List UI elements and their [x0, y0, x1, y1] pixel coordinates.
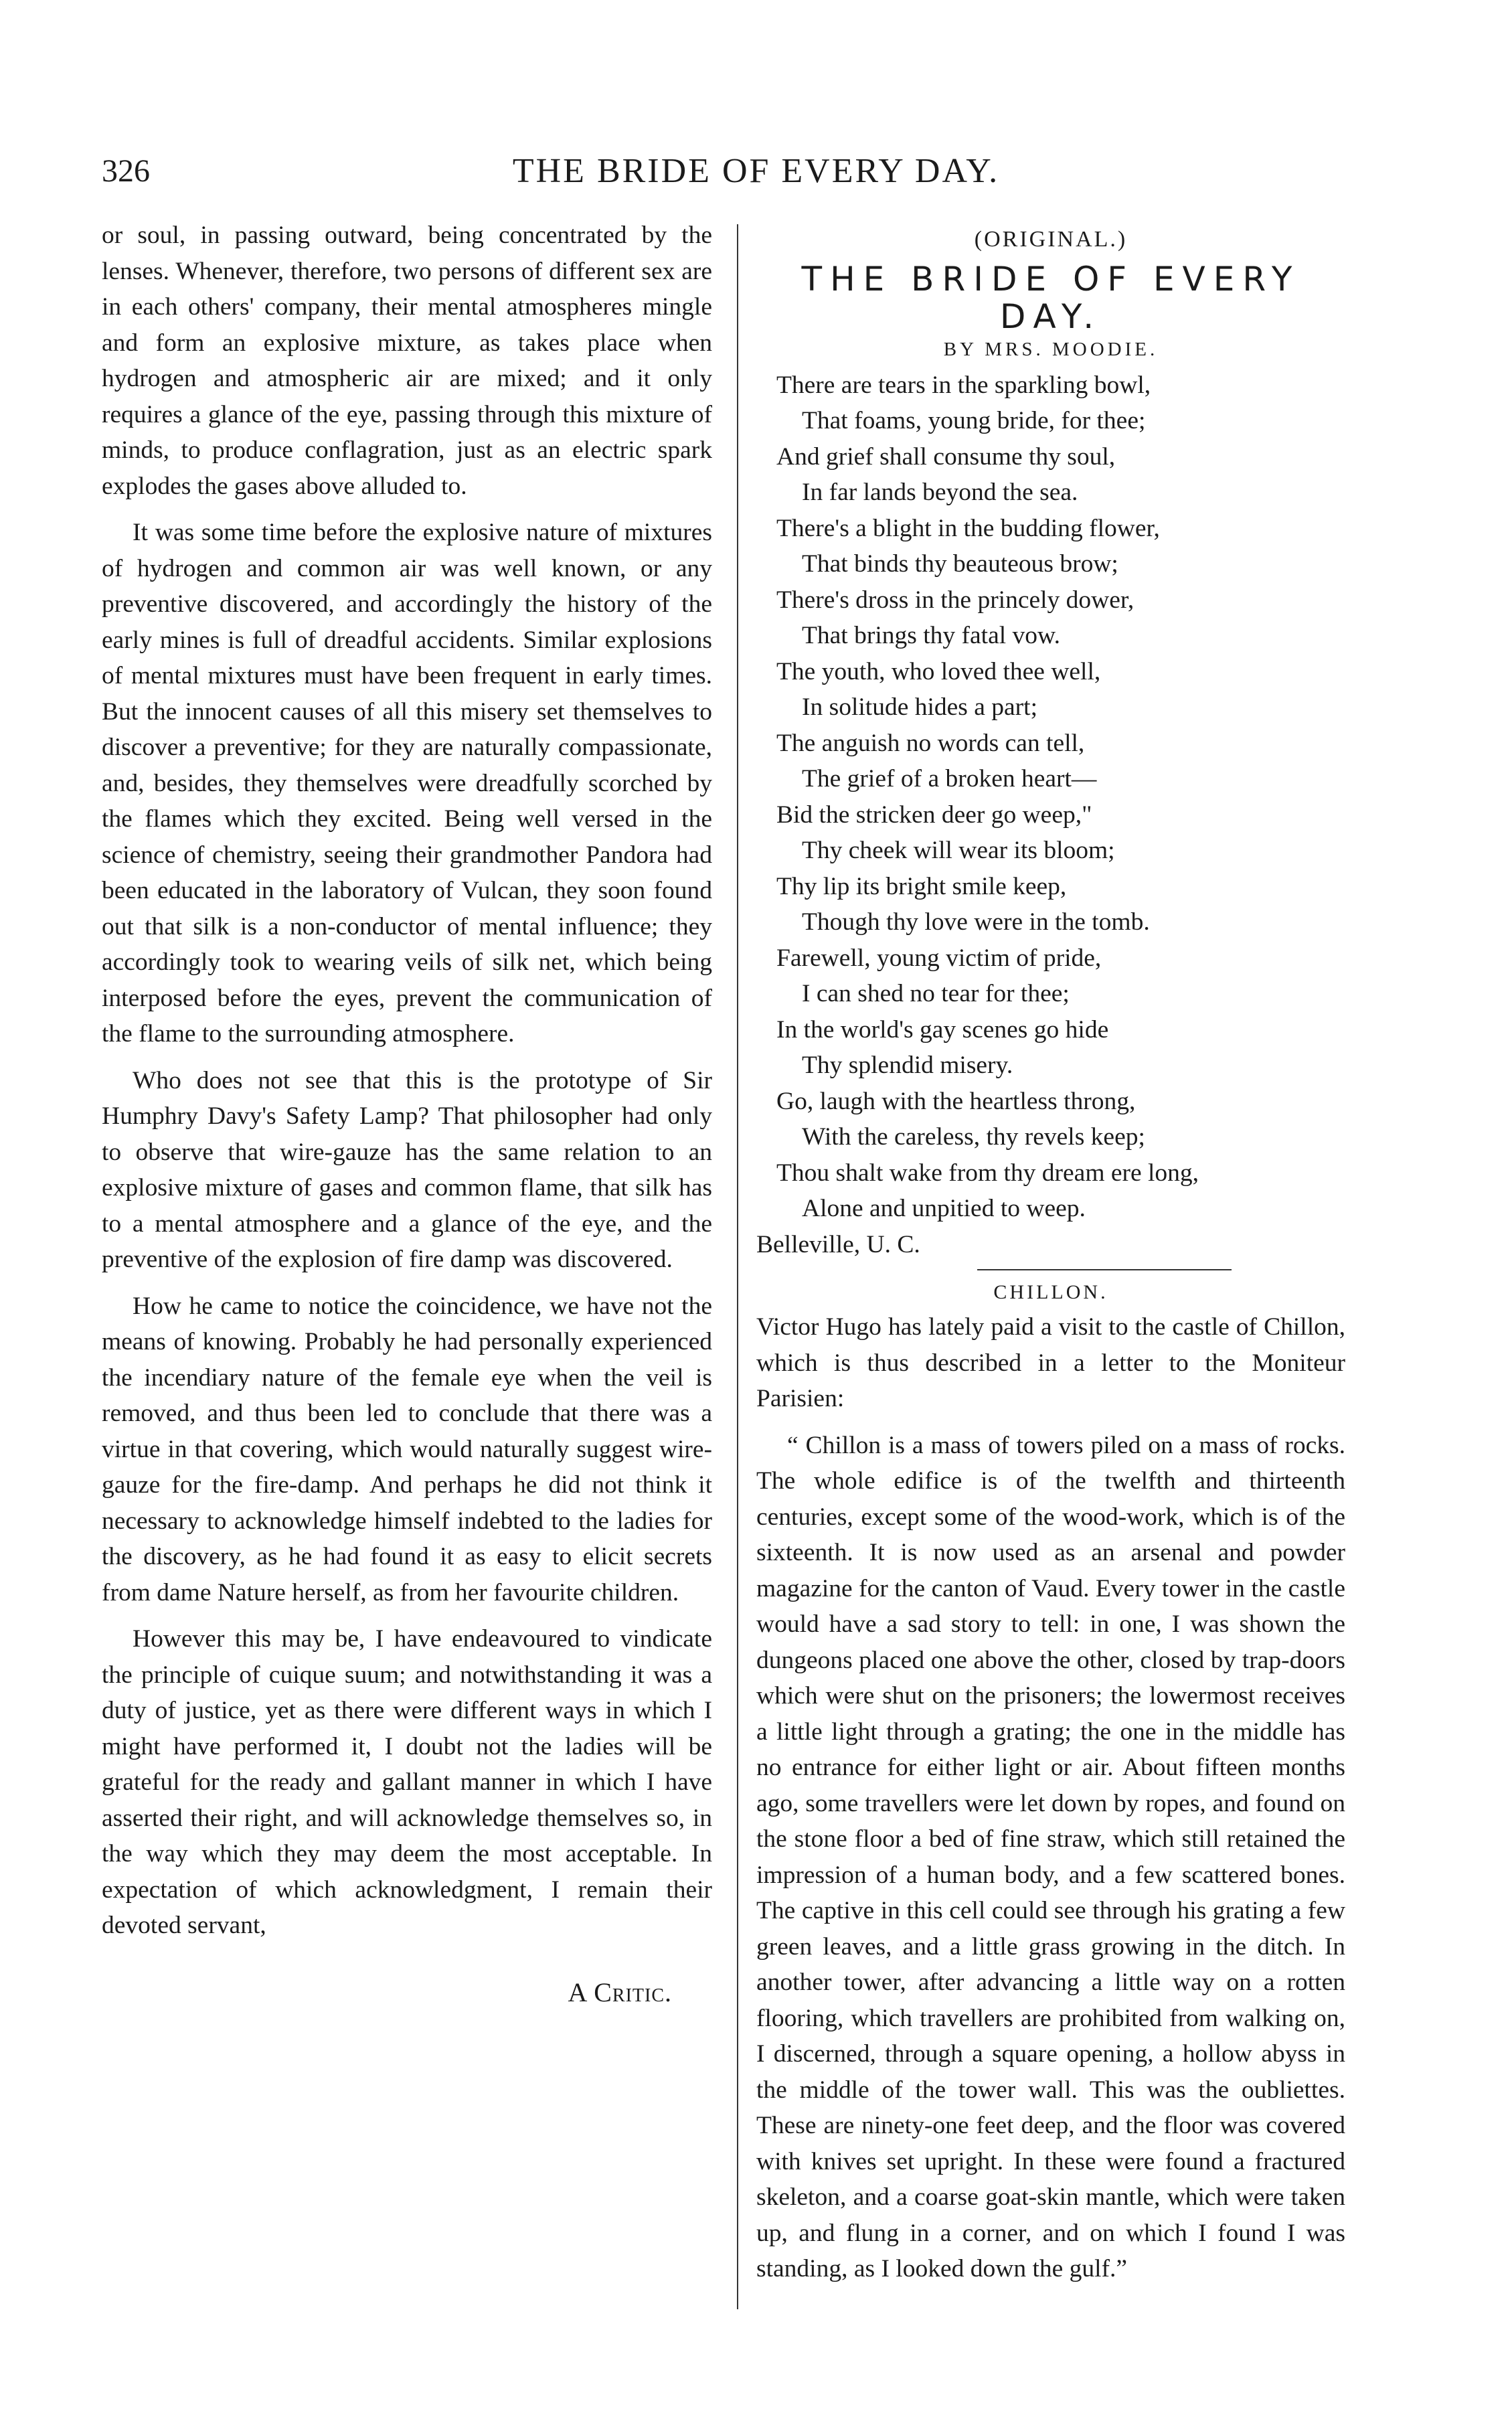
- poem-line: There's a blight in the budding flower,: [776, 514, 1160, 542]
- poem-line: Thou shalt wake from thy dream ere long,: [776, 1159, 1199, 1187]
- poem-line: There's dross in the princely dower,: [776, 586, 1135, 614]
- poem-line: There are tears in the sparkling bowl,: [776, 371, 1151, 399]
- article-heading: CHILLON.: [993, 1281, 1108, 1303]
- poem-line: That foams, young bride, for thee;: [802, 407, 1146, 434]
- poem-line: The anguish no words can tell,: [776, 729, 1085, 757]
- paragraph: However this may be, I have endeavoured to vindicate the principle of cuique suum; and notwithstanding it was a duty of justice, yet as there were different ways in which I might have performed it, I doubt not the ladies will be grateful for the ready and gallant manner in which I have asserted their right, and will acknowledge themselves so, in the way which they may deem the most acceptable. In expectation of which acknowledgment, I remain their devoted servant,: [102, 1625, 712, 1939]
- poem-line: Farewell, young victim of pride,: [776, 944, 1102, 972]
- left-column: [102, 218, 712, 2010]
- poem-line: That binds thy beauteous brow;: [802, 550, 1118, 578]
- poem-line: Alone and unpitied to weep.: [802, 1195, 1086, 1222]
- poem-line: The youth, who loved thee well,: [776, 657, 1101, 685]
- article: [756, 1309, 1345, 2287]
- poem-line: In solitude hides a part;: [802, 693, 1038, 721]
- poem-line: I can shed no tear for thee;: [802, 980, 1070, 1007]
- poem-title: THE BRIDE OF EVERY DAY.: [801, 259, 1300, 336]
- poem-line: Go, laugh with the heartless throng,: [776, 1087, 1136, 1115]
- right-column: [756, 218, 1345, 2287]
- paragraph: “ Chillon is a mass of towers piled on a mass of rocks. The whole edifice is of the twelfth and thirteenth centuries, except some of the wood-work, which is of the sixteenth. It is now used as an arsenal and powder magazine for the canton of Vaud. Every tower in the castle would have a sad story to tell: in one, I was shown the dungeons placed one above the other, closed by trap-doors which were shut on the prisoners; the lowermost receives a little light through a grating; the one in the middle has no entrance for either light or air. About fifteen months ago, some travellers were let down by ropes, and found on the stone floor a bed of fine straw, which still retained the impression of a human body, and a few scattered bones. The captive in this cell could see through his grating a few green leaves, and a little grass growing in the ditch. In another tower, after advancing a little way on a rotten flooring, which travellers are prohibited from walking on, I discerned, through a square opening, a hollow abyss in the middle of the tower wall. This was the oubliettes. These are ninety-one feet deep, and the floor was covered with knives set upright. In these were found a fractured skeleton, and a coarse goat-skin mantle, which were taken up, and flung in a corner, and on which I found I was standing, as I looked down the gulf.”: [756, 1431, 1345, 2282]
- paragraph: How he came to notice the coincidence, we have not the means of knowing. Probably he had personally experienced the incendiary nature of the female eye when the veil is removed, and thus been led to conclude that there was a virtue in that covering, which would naturally suggest wire-gauze for the fire-damp. And perhaps he did not think it necessary to acknowledge himself indebted to the ladies for the discovery, as he had found it as easy to elicit secrets from dame Nature herself, as from her favourite children.: [102, 1292, 712, 1606]
- poem-line: The grief of a broken heart—: [802, 765, 1097, 793]
- page-number: 326: [102, 153, 150, 189]
- poem-line: In far lands beyond the sea.: [802, 479, 1078, 506]
- column-divider: [737, 224, 738, 2309]
- poem-line: Bid the stricken deer go weep,": [776, 801, 1092, 829]
- place-line: Belleville, U. C.: [756, 1230, 920, 1258]
- poem-line: In the world's gay scenes go hide: [776, 1015, 1109, 1044]
- poem: [756, 367, 1345, 1227]
- poem-line: And grief shall consume thy soul,: [776, 442, 1116, 471]
- paragraph: It was some time before the explosive nature of mixtures of hydrogen and common air was well known, or any preventive discovered, and accordingly the history of the early mines is full of dreadful accidents. Similar explosions of mental mixtures must have been frequent in early times. But the innocent causes of all this misery set themselves to discover a preventive; for they are naturally compassionate, and, besides, they themselves were dreadfully scorched by the flames which they excited. Being well versed in the science of chemistry, seeing their grandmother Pandora had been educated in the laboratory of Vulcan, they soon found out that silk is a non-conductor of mental influence; they accordingly took to wearing veils of silk net, which being interposed before the eyes, prevent the communication of the flame to the surrounding atmosphere.: [102, 519, 712, 1048]
- poem-line: Thy cheek will wear its bloom;: [802, 837, 1115, 864]
- byline: BY MRS. MOODIE.: [943, 338, 1159, 360]
- poem-line: That brings thy fatal vow.: [802, 622, 1061, 649]
- poem-line: Though thy love were in the tomb.: [802, 908, 1150, 936]
- section-rule: [977, 1269, 1232, 1270]
- poem-line: With the careless, thy revels keep;: [802, 1123, 1145, 1151]
- paragraph: Victor Hugo has lately paid a visit to the castle of Chillon, which is thus described in a letter to the Moniteur Parisien:: [756, 1313, 1345, 1412]
- original-note: (ORIGINAL.): [974, 227, 1128, 252]
- running-title: THE BRIDE OF EVERY DAY.: [512, 152, 1000, 190]
- paragraph: or soul, in passing outward, being concentrated by the lenses. Whenever, therefore, two persons of different sex are in each others' company, their mental atmospheres mingle and form an explosive mixture, as takes place when hydrogen and atmospheric air are mixed; and it only requires a glance of the eye, passing through this mixture of minds, to produce conflagration, just as an electric spark explodes the gases above alluded to.: [102, 222, 712, 500]
- signature: A Critic.: [568, 1977, 672, 2007]
- poem-line: Thy splendid misery.: [802, 1052, 1013, 1079]
- paragraph: Who does not see that this is the prototype of Sir Humphry Davy's Safety Lamp? That philosopher had only to observe that wire-gauze has the same relation to an explosive mixture of gases and common flame, that silk has to a mental atmosphere and a glance of the eye, and the preventive of the explosion of fire damp was discovered.: [102, 1066, 712, 1273]
- poem-line: Thy lip its bright smile keep,: [776, 872, 1067, 900]
